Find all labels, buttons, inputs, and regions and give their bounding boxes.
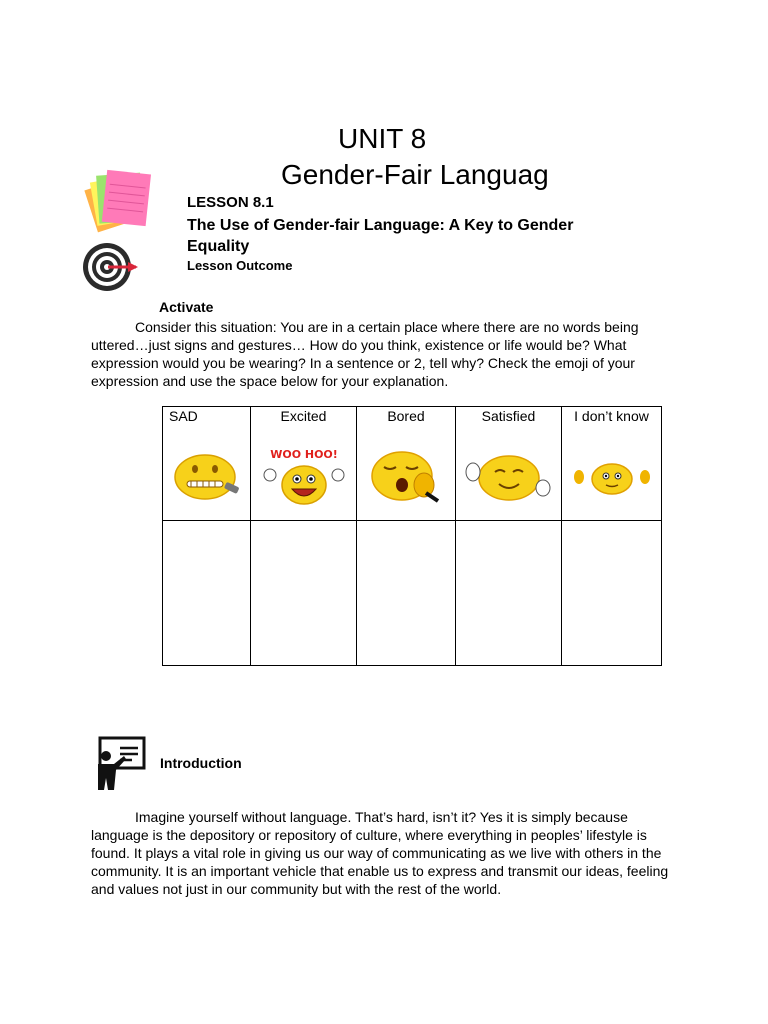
lesson-title: The Use of Gender-fair Language: A Key to Gender Equality — [187, 217, 574, 255]
lesson-outcome-heading: Lesson Outcome — [187, 258, 293, 273]
explanation-cell-bored[interactable] — [357, 521, 456, 666]
unit-number: UNIT 8 — [338, 123, 427, 154]
emoji-table — [162, 406, 662, 666]
column-header-i-dont-know: I don’t know — [562, 407, 662, 439]
woo-hoo-face-icon — [258, 447, 350, 507]
unit-title: Gender-Fair Languag — [281, 159, 549, 190]
column-header-satisfied: Satisfied — [456, 407, 562, 439]
explanation-cell-sad[interactable] — [163, 521, 251, 666]
woo-hoo-banner: WOO HOO! — [269, 447, 338, 461]
activate-heading: Activate — [159, 299, 214, 315]
explanation-cell-satisfied[interactable] — [456, 521, 562, 666]
emoji-option-satisfied[interactable] — [456, 438, 562, 521]
introduction-heading: Introduction — [160, 755, 242, 771]
emoji-option-bored[interactable] — [357, 438, 456, 521]
introduction-paragraph — [91, 808, 681, 898]
activate-paragraph-text: Consider this situation: You are in a certain place where there are no words being uttered…just signs and gestures… How do you think, existence or life would be? What expression would you be wearing? In a sentence or 2, tell why? Check the emoji of your expression and use the space below for your explanation. — [91, 319, 639, 389]
shrug-face-icon — [569, 457, 655, 497]
lesson-number: LESSON 8.1 — [187, 194, 274, 211]
explanation-cell-excited[interactable] — [251, 521, 357, 666]
sticky-notes-icon — [84, 164, 152, 247]
emoji-option-i-dont-know[interactable] — [562, 438, 662, 521]
target-icon — [82, 240, 140, 299]
yawning-face-icon — [366, 449, 446, 505]
explanation-cell-i-dont-know[interactable] — [562, 521, 662, 666]
introduction-paragraph-text: Imagine yourself without language. That’s hard, isn’t it? Yes it is simply because language is the depository or repository of culture, where everything in peoples’ lifestyle is found. It plays a vital role in giving us our way of communicating as we live with others in the community. It is an important vehicle that enable us to express and transmit our ideas, feeling and values not just in our community but with the rest of the world. — [91, 809, 669, 897]
zipped-mouth-face-icon — [169, 451, 245, 503]
activate-paragraph — [91, 318, 681, 390]
column-header-sad: SAD — [163, 407, 251, 439]
satisfied-face-icon — [463, 450, 555, 504]
column-header-excited: Excited — [251, 407, 357, 439]
emoji-option-sad[interactable] — [163, 438, 251, 521]
emoji-option-excited[interactable] — [251, 438, 357, 521]
column-header-bored: Bored — [357, 407, 456, 439]
presenter-icon — [94, 736, 148, 797]
